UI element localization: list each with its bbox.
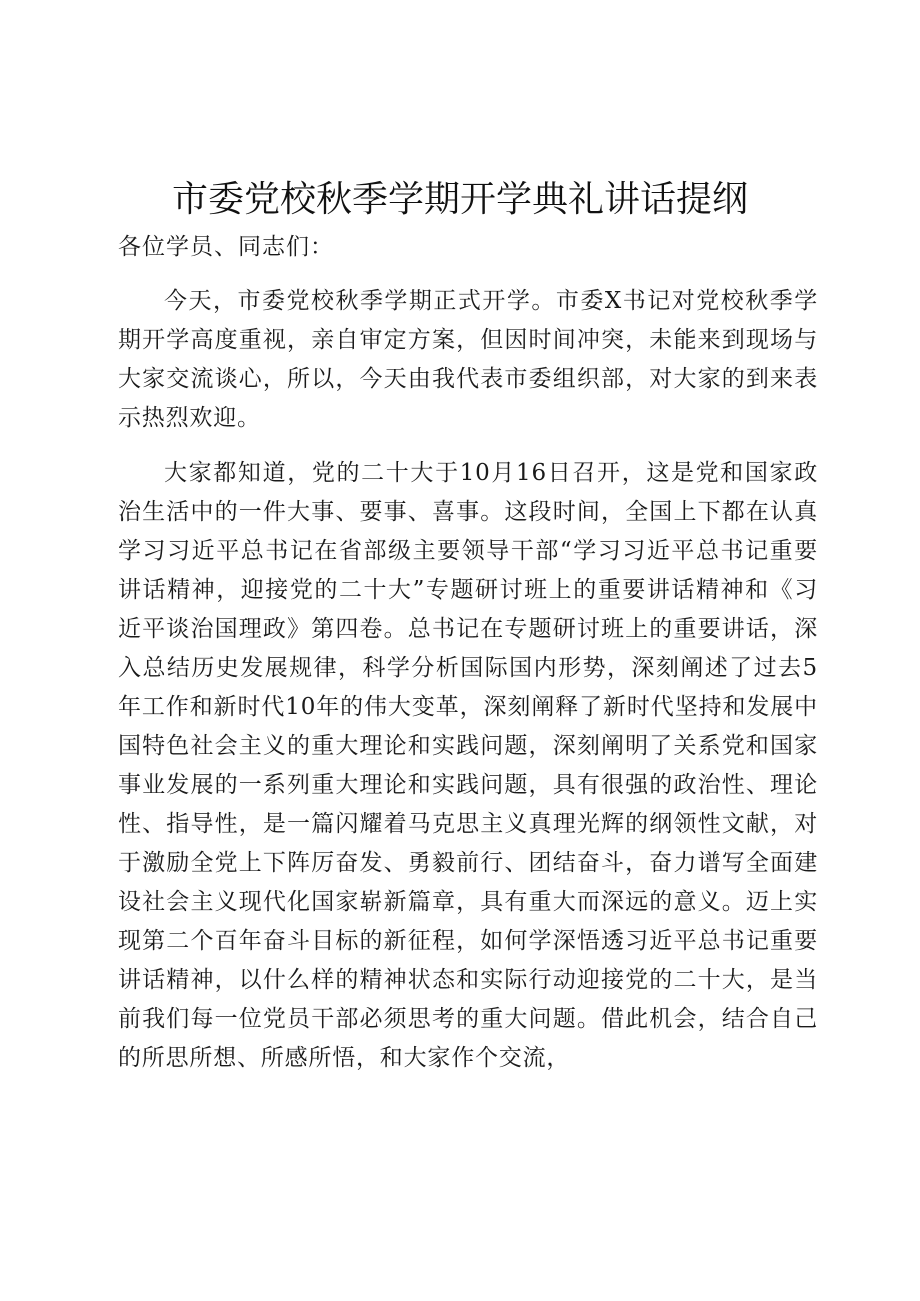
document-body — [118, 282, 818, 1089]
paragraph-congress: 大家都知道，党的二十大于10月16日召开，这是党和国家政治生活中的一件大事、要事、喜事。这段时间，全国上下都在认真学习习近平总书记在省部级主要领导干部“学习习近平总书记重要讲话精神，迎接党的二十大”专题研讨班上的重要讲话精神和《习近平谈治国理政》第四卷。总书记在专题研讨班上的重要讲话，深入总结历史发展规律，科学分析国际国内形势，深刻阐述了过去5年工作和新时代10年的伟大变革，深刻阐释了新时代坚持和发展中国特色社会主义的重大理论和实践问题，深刻阐明了关系党和国家事业发展的一系列重大理论和实践问题，具有很强的政治性、理论性、指导性，是一篇闪耀着马克思主义真理光辉的纲领性文献，对于激励全党上下阵厉奋发、勇毅前行、团结奋斗，奋力谱写全面建设社会主义现代化国家崭新篇章，具有重大而深远的意义。迈上实现第二个百年奋斗目标的新征程，如何学深悟透习近平总书记重要讲话精神，以什么样的精神状态和实际行动迎接党的二十大，是当前我们每一位党员干部必须思考的重大问题。借此机会，结合自己的所思所想、所感所悟，和大家作个交流， — [118, 460, 818, 1071]
document-title: 市委党校秋季学期开学典礼讲话提纲 — [171, 179, 748, 220]
paragraph-welcome: 今天，市委党校秋季学期正式开学。市委X书记对党校秋季学期开学高度重视，亲自审定方案，但因时间冲突，未能来到现场与大家交流谈心，所以，今天由我代表市委组织部，对大家的到来表示热烈欢迎。 — [118, 288, 818, 431]
salutation: 各位学员、同志们： — [118, 234, 334, 260]
